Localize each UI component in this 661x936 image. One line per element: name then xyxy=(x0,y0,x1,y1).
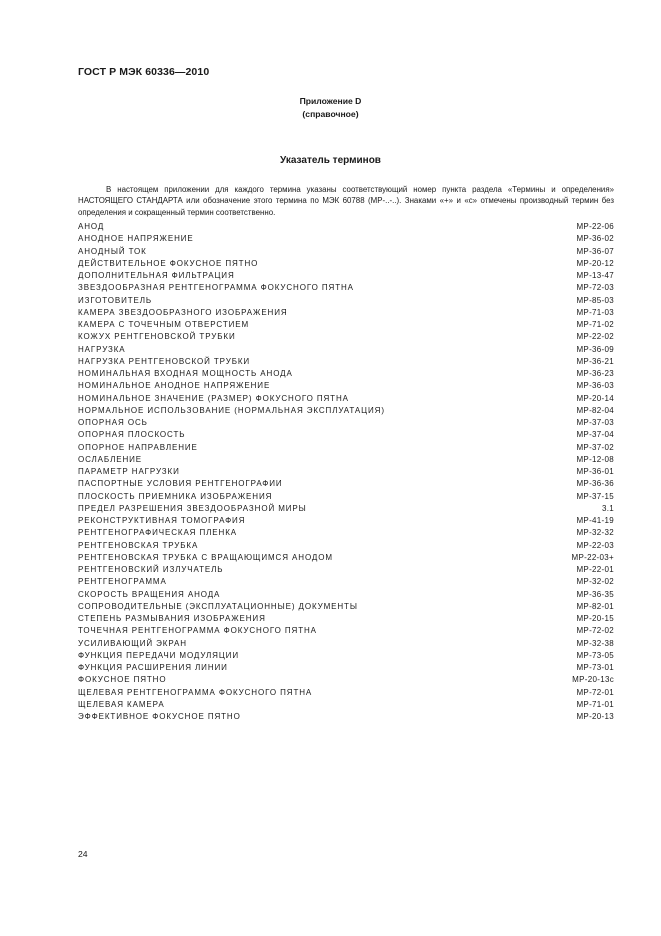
term-reference: МР-12-08 xyxy=(576,454,614,464)
term-name: НОМИНАЛЬНАЯ ВХОДНАЯ МОЩНОСТЬ АНОДА xyxy=(78,369,293,378)
term-reference: МР-13-47 xyxy=(576,271,614,280)
term-name: ЩЕЛЕВАЯ КАМЕРА xyxy=(78,699,165,709)
term-name: ПАРАМЕТР НАГРУЗКИ xyxy=(78,467,180,476)
term-row xyxy=(78,246,614,258)
term-row xyxy=(78,233,614,245)
term-name: КАМЕРА С ТОЧЕЧНЫМ ОТВЕРСТИЕМ xyxy=(78,320,250,329)
term-name: РЕНТГЕНОВСКИЙ ИЗЛУЧАТЕЛЬ xyxy=(78,565,224,574)
term-name: ОПОРНАЯ ПЛОСКОСТЬ xyxy=(78,430,186,440)
term-row xyxy=(78,295,614,307)
term-name: РЕНТГЕНОВСКАЯ ТРУБКА С ВРАЩАЮЩИМСЯ АНОДОМ xyxy=(78,552,333,562)
term-row xyxy=(78,515,614,527)
term-reference: МР-36-23 xyxy=(576,369,614,378)
term-name: УСИЛИВАЮЩИЙ ЭКРАН xyxy=(78,638,187,648)
term-reference: МР-36-03 xyxy=(576,381,614,391)
term-name: СОПРОВОДИТЕЛЬНЫЕ (ЭКСПЛУАТАЦИОННЫЕ) ДОКУМЕНТЫ xyxy=(78,601,358,611)
term-name: АНОДНЫЙ ТОК xyxy=(78,246,147,256)
term-name: СТЕПЕНЬ РАЗМЫВАНИЯ ИЗОБРАЖЕНИЯ xyxy=(78,614,266,623)
term-row xyxy=(78,466,614,478)
term-reference: МР-36-09 xyxy=(576,344,614,354)
term-name: ПЛОСКОСТЬ ПРИЕМНИКА ИЗОБРАЖЕНИЯ xyxy=(78,491,273,501)
term-name: ПАСПОРТНЫЕ УСЛОВИЯ РЕНТГЕНОГРАФИИ xyxy=(78,479,283,489)
term-row xyxy=(78,221,614,233)
term-reference: 3.1 xyxy=(601,503,614,513)
term-name: РЕНТГЕНОГРАФИЧЕСКАЯ ПЛЕНКА xyxy=(78,528,237,538)
term-reference: МР-41-19 xyxy=(576,516,614,525)
term-reference: МР-82-01 xyxy=(576,601,614,611)
term-reference: МР-73-05 xyxy=(576,650,614,660)
term-row xyxy=(78,613,614,625)
term-reference: МР-72-03 xyxy=(576,283,614,293)
term-name: ЭФФЕКТИВНОЕ ФОКУСНОЕ ПЯТНО xyxy=(78,712,241,721)
term-reference: МР-22-01 xyxy=(576,565,614,574)
term-reference: МР-20-15 xyxy=(576,614,614,623)
term-name: ФУНКЦИЯ РАСШИРЕНИЯ ЛИНИИ xyxy=(78,663,228,672)
term-name: ДЕЙСТВИТЕЛЬНОЕ ФОКУСНОЕ ПЯТНО xyxy=(78,258,259,268)
term-reference: МР-22-03 xyxy=(576,540,614,550)
term-row xyxy=(78,564,614,576)
term-name: НОМИНАЛЬНОЕ ЗНАЧЕНИЕ (РАЗМЕР) ФОКУСНОГО ПЯТНА xyxy=(78,393,349,403)
term-reference: МР-20-13 xyxy=(576,712,614,721)
term-row xyxy=(78,491,614,503)
term-row xyxy=(78,503,614,515)
term-reference: МР-20-12 xyxy=(576,258,614,268)
annex-heading xyxy=(0,95,661,121)
term-row xyxy=(78,380,614,392)
term-row xyxy=(78,699,614,711)
term-reference: МР-20-13с xyxy=(572,675,614,685)
term-reference: МР-72-01 xyxy=(576,687,614,697)
term-name: АНОД xyxy=(78,222,105,231)
term-reference: МР-32-32 xyxy=(576,528,614,538)
term-row xyxy=(78,442,614,454)
term-name: АНОДНОЕ НАПРЯЖЕНИЕ xyxy=(78,234,194,244)
term-row xyxy=(78,478,614,490)
term-name: ПРЕДЕЛ РАЗРЕШЕНИЯ ЗВЕЗДООБРАЗНОЙ МИРЫ xyxy=(78,503,307,513)
term-reference: МР-36-36 xyxy=(576,479,614,489)
term-name: ЗВЕЗДООБРАЗНАЯ РЕНТГЕНОГРАММА ФОКУСНОГО ПЯТНА xyxy=(78,283,354,293)
term-name: ОСЛАБЛЕНИЕ xyxy=(78,454,143,464)
term-reference: МР-82-04 xyxy=(576,405,614,415)
term-name: НАГРУЗКА РЕНТГЕНОВСКОЙ ТРУБКИ xyxy=(78,356,251,366)
term-reference: МР-85-03 xyxy=(576,295,614,305)
term-name: ТОЧЕЧНАЯ РЕНТГЕНОГРАММА ФОКУСНОГО ПЯТНА xyxy=(78,626,317,636)
term-name: ЩЕЛЕВАЯ РЕНТГЕНОГРАММА ФОКУСНОГО ПЯТНА xyxy=(78,687,313,697)
term-reference: МР-37-15 xyxy=(576,491,614,501)
page-number: 24 xyxy=(78,849,88,859)
term-reference: МР-22-03+ xyxy=(571,552,614,562)
term-row xyxy=(78,662,614,674)
term-reference: МР-71-01 xyxy=(576,699,614,709)
term-row xyxy=(78,650,614,662)
term-reference: МР-22-06 xyxy=(576,222,614,231)
term-name: ФОКУСНОЕ ПЯТНО xyxy=(78,675,167,685)
term-row xyxy=(78,589,614,601)
term-reference: МР-20-14 xyxy=(576,393,614,403)
term-row xyxy=(78,319,614,331)
document-header: ГОСТ Р МЭК 60336—2010 xyxy=(78,66,210,78)
term-name: СКОРОСТЬ ВРАЩЕНИЯ АНОДА xyxy=(78,589,221,599)
term-name: ДОПОЛНИТЕЛЬНАЯ ФИЛЬТРАЦИЯ xyxy=(78,271,235,280)
term-reference: МР-73-01 xyxy=(576,663,614,672)
term-row xyxy=(78,417,614,429)
term-name: НОРМАЛЬНОЕ ИСПОЛЬЗОВАНИЕ (НОРМАЛЬНАЯ ЭКСПЛУАТАЦИЯ) xyxy=(78,405,385,415)
index-title: Указатель терминов xyxy=(280,155,381,166)
term-row xyxy=(78,258,614,270)
term-row xyxy=(78,405,614,417)
term-reference: МР-37-02 xyxy=(576,442,614,452)
term-reference: МР-37-03 xyxy=(576,418,614,427)
term-row xyxy=(78,393,614,405)
term-row xyxy=(78,576,614,588)
term-reference: МР-32-38 xyxy=(576,638,614,648)
term-row xyxy=(78,687,614,699)
term-row xyxy=(78,540,614,552)
term-name: РЕНТГЕНОГРАММА xyxy=(78,577,167,587)
term-row xyxy=(78,307,614,319)
term-name: НАГРУЗКА xyxy=(78,344,126,354)
term-row xyxy=(78,638,614,650)
term-reference: МР-71-02 xyxy=(576,320,614,329)
term-reference: МР-72-02 xyxy=(576,626,614,636)
term-row xyxy=(78,344,614,356)
term-reference: МР-36-02 xyxy=(576,234,614,244)
term-name: КОЖУХ РЕНТГЕНОВСКОЙ ТРУБКИ xyxy=(78,332,236,342)
term-reference: МР-37-04 xyxy=(576,430,614,440)
term-name: РЕКОНСТРУКТИВНАЯ ТОМОГРАФИЯ xyxy=(78,516,246,525)
term-row xyxy=(78,552,614,564)
term-reference: МР-36-35 xyxy=(576,589,614,599)
term-row xyxy=(78,527,614,539)
term-name: НОМИНАЛЬНОЕ АНОДНОЕ НАПРЯЖЕНИЕ xyxy=(78,381,271,391)
term-row xyxy=(78,429,614,441)
term-reference: МР-32-02 xyxy=(576,577,614,587)
term-row xyxy=(78,368,614,380)
term-row xyxy=(78,711,614,723)
term-name: ОПОРНОЕ НАПРАВЛЕНИЕ xyxy=(78,442,198,452)
term-reference: МР-22-02 xyxy=(576,332,614,342)
term-row xyxy=(78,674,614,686)
term-row xyxy=(78,625,614,637)
term-name: ФУНКЦИЯ ПЕРЕДАЧИ МОДУЛЯЦИИ xyxy=(78,650,239,660)
term-name: РЕНТГЕНОВСКАЯ ТРУБКА xyxy=(78,540,199,550)
intro-paragraph: В настоящем приложении для каждого термина указаны соответствующий номер пункта раздела «Термины и определения» НАСТОЯЩЕГО СТАНДАРТА или обозначение этого термина по МЭК 60788 (МР-..-..). Знаками «+» и «с» отмечены производный термин без определения и сокращенный термин соответственно. xyxy=(78,185,614,217)
term-row xyxy=(78,601,614,613)
terms-list xyxy=(78,221,614,723)
term-reference: МР-36-07 xyxy=(576,246,614,256)
term-row xyxy=(78,356,614,368)
term-row xyxy=(78,282,614,294)
annex-kind: (справочное) xyxy=(302,109,359,119)
annex-title: Приложение D xyxy=(299,96,362,106)
term-name: ИЗГОТОВИТЕЛЬ xyxy=(78,295,153,305)
term-reference: МР-71-03 xyxy=(576,307,614,317)
term-row xyxy=(78,454,614,466)
term-reference: МР-36-21 xyxy=(576,356,614,366)
term-row xyxy=(78,270,614,282)
term-name: КАМЕРА ЗВЕЗДООБРАЗНОГО ИЗОБРАЖЕНИЯ xyxy=(78,307,288,317)
term-name: ОПОРНАЯ ОСЬ xyxy=(78,418,148,427)
term-row xyxy=(78,331,614,343)
term-reference: МР-36-01 xyxy=(576,467,614,476)
